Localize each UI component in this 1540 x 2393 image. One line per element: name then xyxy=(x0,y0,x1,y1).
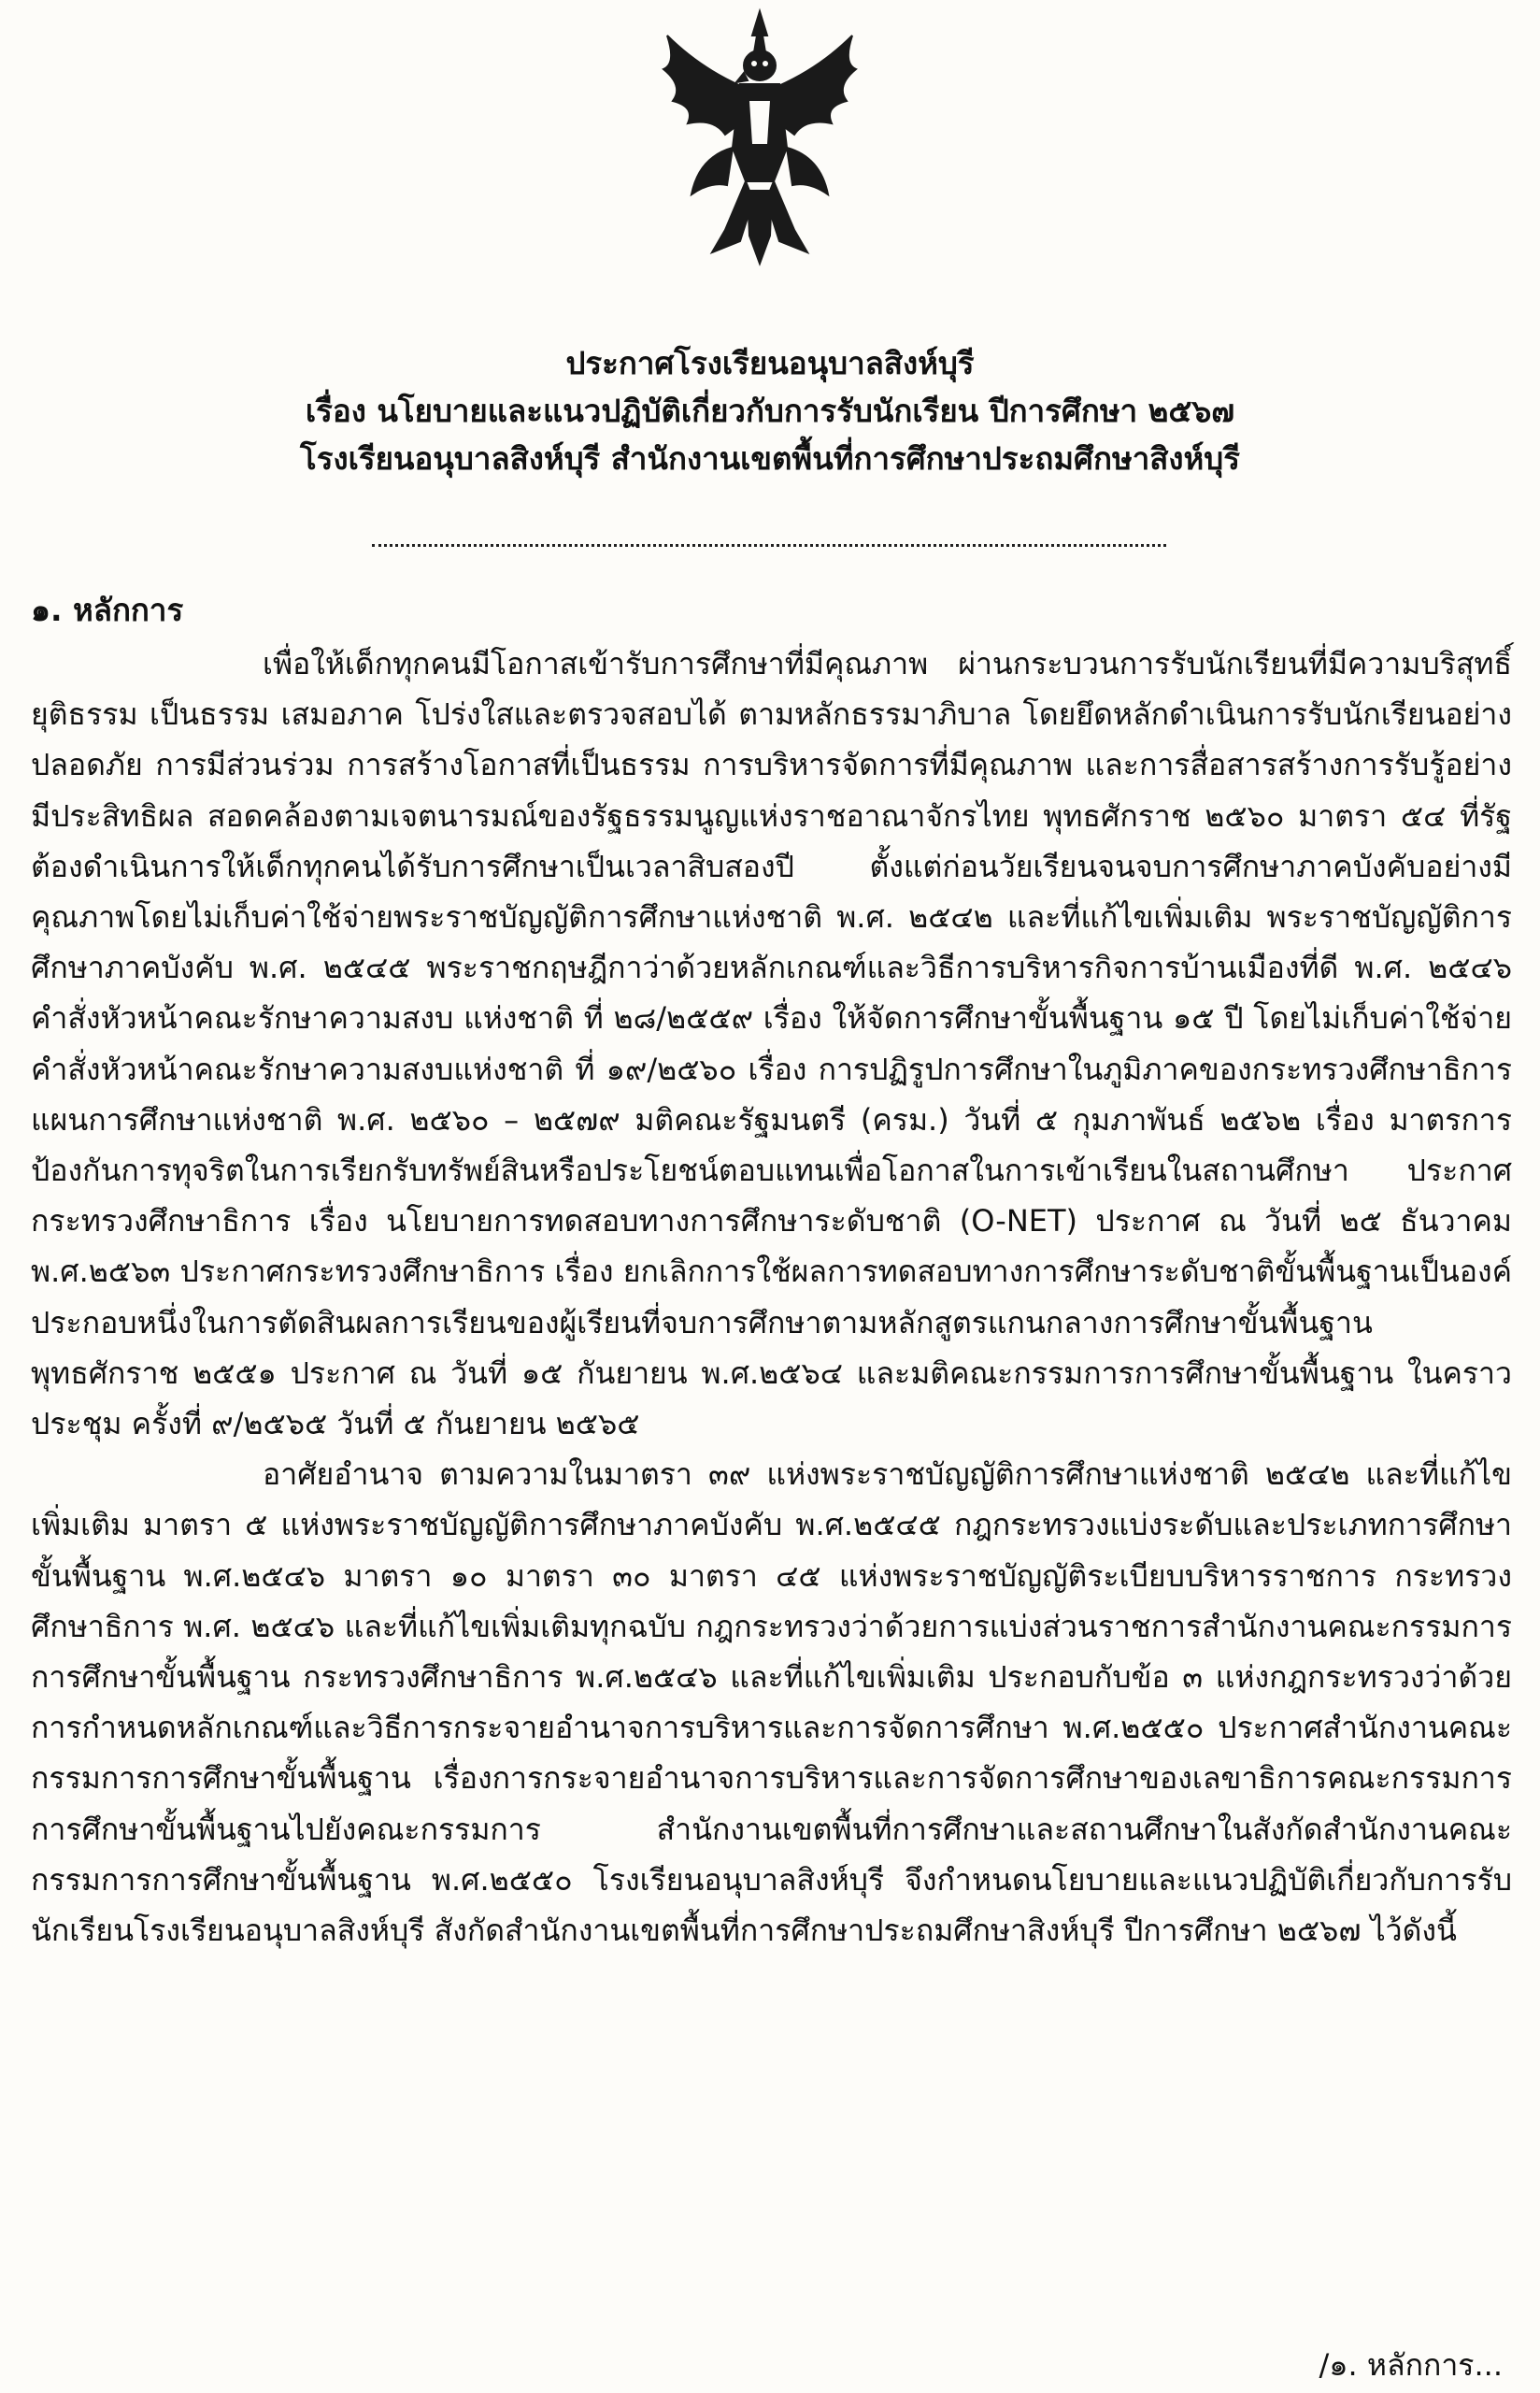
title-line: เรื่อง นโยบายและแนวปฏิบัติเกี่ยวกับการรับนักเรียน ปีการศึกษา ๒๕๖๗ xyxy=(305,393,1235,429)
title-line: ประกาศโรงเรียนอนุบาลสิงห์บุรี xyxy=(565,345,975,381)
title-line: โรงเรียนอนุบาลสิงห์บุรี สำนักงานเขตพื้นที่การศึกษาประถมศึกษาสิงห์บุรี xyxy=(300,440,1240,477)
section-heading: ๑. หลักการ xyxy=(31,592,184,628)
body-paragraph: อาศัยอำนาจ ตามความในมาตรา ๓๙ แห่งพระราชบัญญัติการศึกษาแห่งชาติ ๒๕๔๒ และที่แก้ไขเพิ่มเติม มาตรา ๕ แห่งพระราชบัญญัติการศึกษาภาคบังคับ พ.ศ.๒๕๔๕ กฎกระทรวงแบ่งระดับและประเภทการศึกษาขั้นพื้นฐาน พ.ศ.๒๕๔๖ มาตรา ๑๐ มาตรา ๓๐ มาตรา ๔๕ แห่งพระราชบัญญัติระเบียบบริหารราชการ กระทรวงศึกษาธิการ พ.ศ. ๒๕๔๖ และที่แก้ไขเพิ่มเติมทุกฉบับ กฎกระทรวงว่าด้วยการแบ่งส่วนราชการสำนักงานคณะกรรมการการศึกษาขั้นพื้นฐาน กระทรวงศึกษาธิการ พ.ศ.๒๕๔๖ และที่แก้ไขเพิ่มเติม ประกอบกับข้อ ๓ แห่งกฎกระทรวงว่าด้วยการกำหนดหลักเกณฑ์และวิธีการกระจายอำนาจการบริหารและการจัดการศึกษา พ.ศ.๒๕๕๐ ประกาศสำนักงานคณะกรรมการการศึกษาขั้นพื้นฐาน เรื่องการกระจายอำนาจการบริหารและการจัดการศึกษาของเลขาธิการคณะกรรมการการศึกษาขั้นพื้นฐานไปยังคณะกรรมการ สำนักงานเขตพื้นที่การศึกษาและสถานศึกษาในสังกัดสำนักงานคณะกรรมการการศึกษาขั้นพื้นฐาน พ.ศ.๒๕๕๐ โรงเรียนอนุบาลสิงห์บุรี จึงกำหนดนโยบายและแนวปฏิบัติเกี่ยวกับการรับนักเรียนโรงเรียนอนุบาลสิงห์บุรี สังกัดสำนักงานเขตพื้นที่การศึกษาประถมศึกษาสิงห์บุรี ปีการศึกษา ๒๕๖๗ ไว้ดังนี้ xyxy=(31,1456,1512,1949)
body-paragraph: เพื่อให้เด็กทุกคนมีโอกาสเข้ารับการศึกษาที่มีคุณภาพ ผ่านกระบวนการรับนักเรียนที่มีความบริสุทธิ์ ยุติธรรม เป็นธรรม เสมอภาค โปร่งใสและตรวจสอบได้ ตามหลักธรรมาภิบาล โดยยึดหลักดำเนินการรับนักเรียนอย่างปลอดภัย การมีส่วนร่วม การสร้างโอกาสที่เป็นธรรม การบริหารจัดการที่มีคุณภาพ และการสื่อสารสร้างการรับรู้อย่างมีประสิทธิผล สอดคล้องตามเจตนารมณ์ของรัฐธรรมนูญแห่งราชอาณาจักรไทย พุทธศักราช ๒๕๖๐ มาตรา ๕๔ ที่รัฐต้องดำเนินการให้เด็กทุกคนได้รับการศึกษาเป็นเวลาสิบสองปี ตั้งแต่ก่อนวัยเรียนจนจบการศึกษาภาคบังคับอย่างมีคุณภาพโดยไม่เก็บค่าใช้จ่ายพระราชบัญญัติการศึกษาแห่งชาติ พ.ศ. ๒๕๔๒ และที่แก้ไขเพิ่มเติม พระราชบัญญัติการศึกษาภาคบังคับ พ.ศ. ๒๕๔๕ พระราชกฤษฎีกาว่าด้วยหลักเกณฑ์และวิธีการบริหารกิจการบ้านเมืองที่ดี พ.ศ. ๒๕๔๖ คำสั่งหัวหน้าคณะรักษาความสงบ แห่งชาติ ที่ ๒๘/๒๕๕๙ เรื่อง ให้จัดการศึกษาขั้นพื้นฐาน ๑๕ ปี โดยไม่เก็บค่าใช้จ่าย คำสั่งหัวหน้าคณะรักษาความสงบแห่งชาติ ที่ ๑๙/๒๕๖๐ เรื่อง การปฏิรูปการศึกษาในภูมิภาคของกระทรวงศึกษาธิการ แผนการศึกษาแห่งชาติ พ.ศ. ๒๕๖๐ – ๒๕๗๙ มติคณะรัฐมนตรี (ครม.) วันที่ ๕ กุมภาพันธ์ ๒๕๖๒ เรื่อง มาตรการป้องกันการทุจริตในการเรียกรับทรัพย์สินหรือประโยชน์ตอบแทนเพื่อโอกาสในการเข้าเรียนในสถานศึกษา ประกาศกระทรวงศึกษาธิการ เรื่อง นโยบายการทดสอบทางการศึกษาระดับชาติ (O-NET) ประกาศ ณ วันที่ ๒๕ ธันวาคม พ.ศ.๒๕๖๓ ประกาศกระทรวงศึกษาธิการ เรื่อง ยกเลิกการใช้ผลการทดสอบทางการศึกษาระดับชาติขั้นพื้นฐานเป็นองค์ประกอบหนึ่งในการตัดสินผลการเรียนของผู้เรียนที่จบการศึกษาตามหลักสูตรแกนกลางการศึกษาขั้นพื้นฐาน พุทธศักราช ๒๕๕๑ ประกาศ ณ วันที่ ๑๕ กันยายน พ.ศ.๒๕๖๔ และมติคณะกรรมการการศึกษาขั้นพื้นฐาน ในคราวประชุม ครั้งที่ ๙/๒๕๖๕ วันที่ ๕ กันยายน ๒๕๖๕ xyxy=(31,646,1512,1442)
announcement-title xyxy=(0,339,1540,482)
continuation-marker: /๑. หลักการ... xyxy=(1319,2347,1503,2383)
document-body xyxy=(31,638,1512,1956)
garuda-emblem xyxy=(643,7,877,271)
dotted-divider xyxy=(372,544,1166,547)
